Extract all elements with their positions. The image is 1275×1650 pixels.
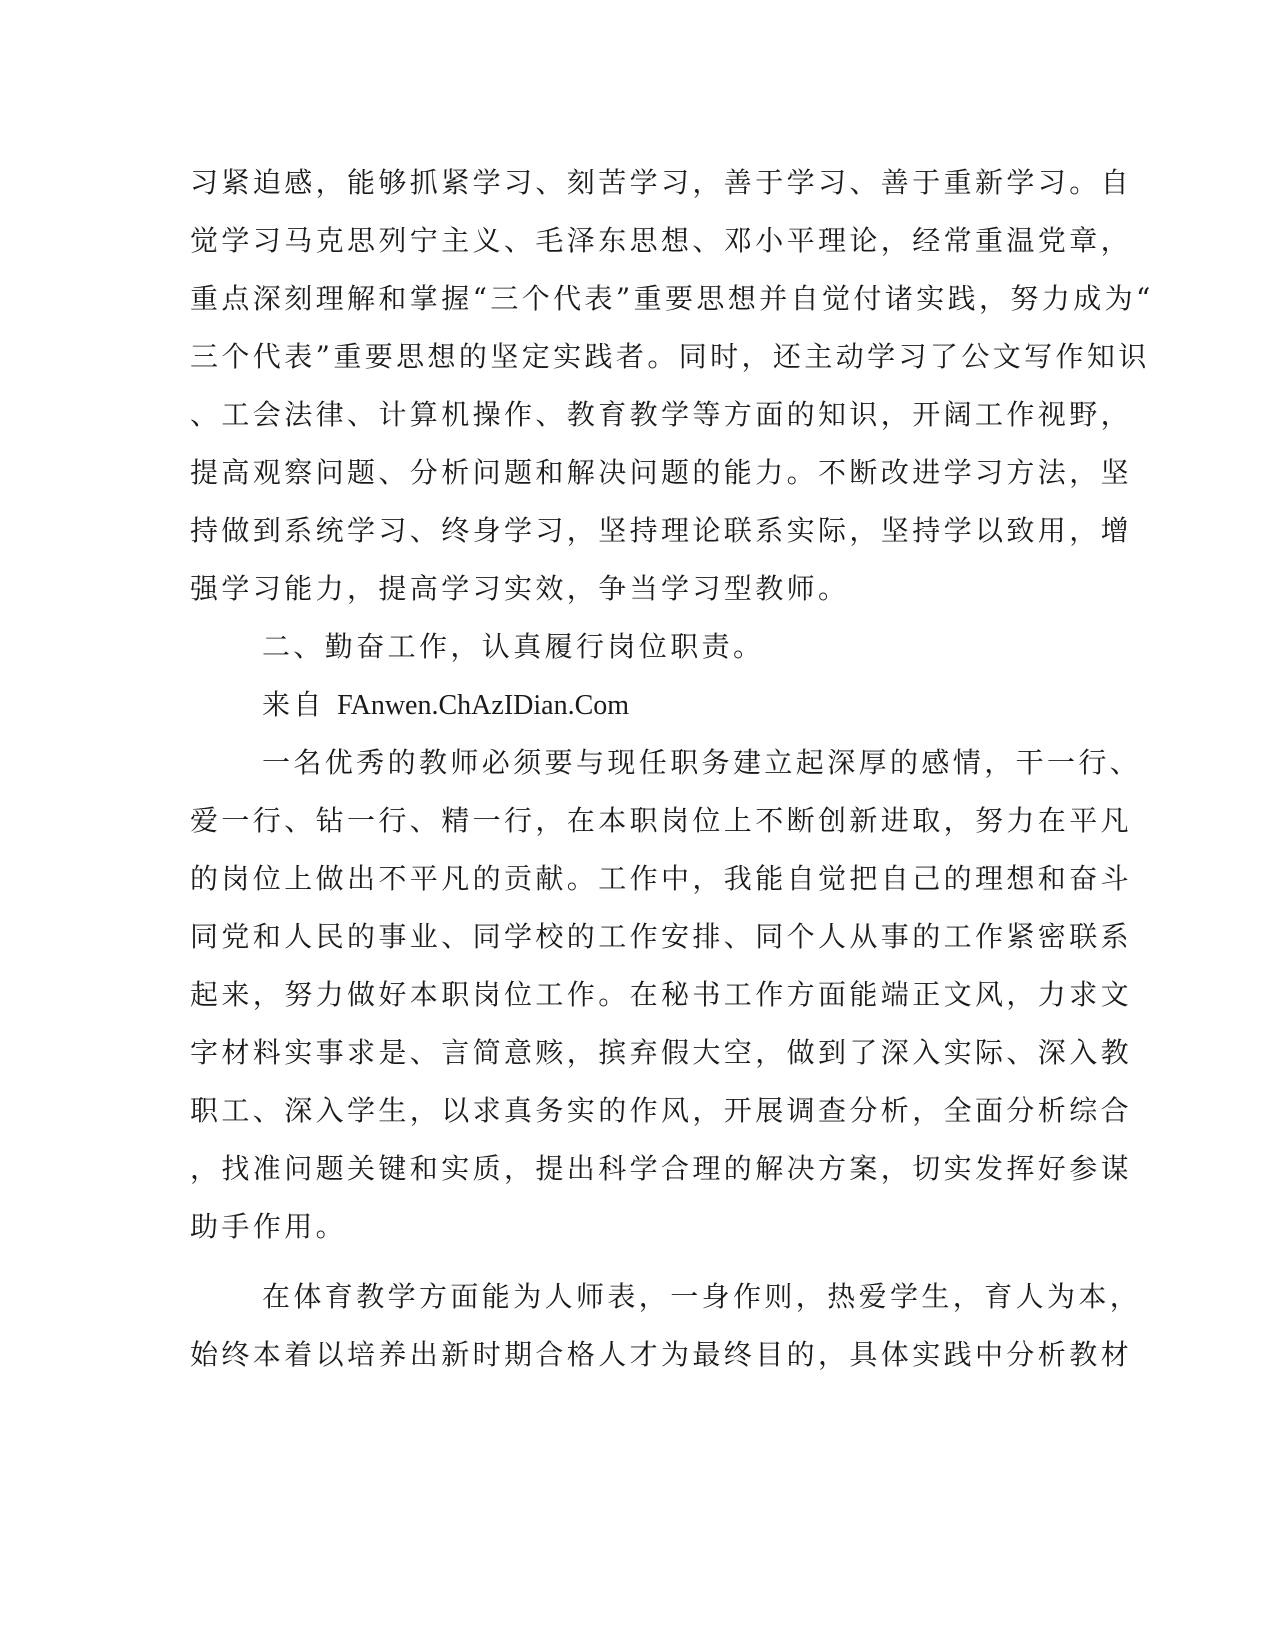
source-url: FAnwen.ChAzIDian.Com	[337, 690, 630, 721]
paragraph-line: 的岗位上做出不平凡的贡献。工作中，我能自觉把自己的理想和奋斗	[190, 862, 1133, 895]
paragraph-line: 持做到系统学习、终身学习，坚持理论联系实际，坚持学以致用，增	[190, 514, 1133, 547]
paragraph-line: 字材料实事求是、言简意赅，摈弃假大空，做到了深入实际、深入教	[190, 1036, 1133, 1069]
section-heading: 二、勤奋工作，认真履行岗位职责。	[262, 630, 765, 663]
paragraph-line: 提高观察问题、分析问题和解决问题的能力。不断改进学习方法，坚	[190, 456, 1133, 489]
paragraph-line: 觉学习马克思列宁主义、毛泽东思想、邓小平理论，经常重温党章，	[190, 224, 1133, 257]
paragraph-line: 强学习能力，提高学习实效，争当学习型教师。	[190, 572, 850, 605]
paragraph-line: 在体育教学方面能为人师表，一身作则，热爱学生，育人为本，	[262, 1280, 1142, 1313]
paragraph-line: 同党和人民的事业、同学校的工作安排、同个人从事的工作紧密联系	[190, 920, 1133, 953]
paragraph-line: 习紧迫感，能够抓紧学习、刻苦学习，善于学习、善于重新学习。自	[190, 166, 1133, 199]
source-line	[262, 685, 629, 725]
paragraph-line: 重点深刻理解和掌握“三个代表”重要思想并自觉付诸实践，努力成为“	[190, 282, 1154, 315]
source-prefix: 来自	[262, 688, 325, 721]
paragraph-line: 起来，努力做好本职岗位工作。在秘书工作方面能端正文风，力求文	[190, 978, 1133, 1011]
paragraph-line: 一名优秀的教师必须要与现任职务建立起深厚的感情，干一行、	[262, 746, 1142, 779]
paragraph-line: ，找准问题关键和实质，提出科学合理的解决方案，切实发挥好参谋	[190, 1152, 1133, 1185]
paragraph-line: 始终本着以培养出新时期合格人才为最终目的，具体实践中分析教材	[190, 1338, 1133, 1371]
paragraph-line: 爱一行、钻一行、精一行，在本职岗位上不断创新进取，努力在平凡	[190, 804, 1133, 837]
paragraph-line: 助手作用。	[190, 1210, 348, 1243]
paragraph-line: 三个代表”重要思想的坚定实践者。同时，还主动学习了公文写作知识	[190, 340, 1150, 373]
paragraph-line: 职工、深入学生，以求真务实的作风，开展调查分析，全面分析综合	[190, 1094, 1133, 1127]
paragraph-line: 、工会法律、计算机操作、教育教学等方面的知识，开阔工作视野，	[190, 398, 1133, 431]
